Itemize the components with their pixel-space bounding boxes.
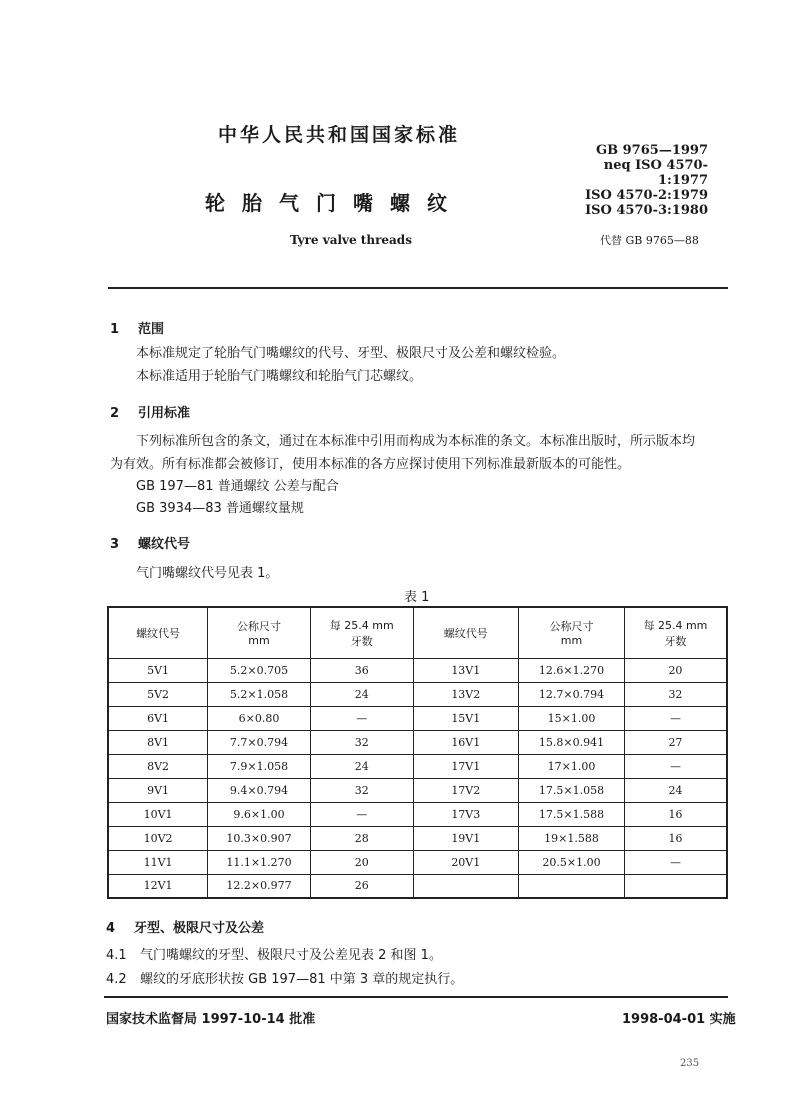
- table-cell: —: [624, 706, 727, 730]
- table-row: [108, 826, 727, 850]
- header-cell: 公称尺寸 mm: [208, 607, 311, 658]
- section-number: 4: [106, 921, 116, 936]
- standard-code: GB 9765—1997: [596, 143, 708, 158]
- section-4-heading: [106, 917, 264, 936]
- table-cell: 17V2: [413, 778, 519, 802]
- title-char: 螺: [390, 191, 410, 215]
- title-char: 纹: [427, 191, 447, 215]
- table-cell: 32: [310, 778, 413, 802]
- replaces-note: 代替 GB 9765—88: [600, 234, 699, 247]
- clause-item: [106, 970, 463, 990]
- section-3-intro: 气门嘴螺纹代号见表 1。: [136, 566, 279, 581]
- section-number: 2: [110, 406, 120, 421]
- english-title: Tyre valve threads: [290, 233, 412, 247]
- table-cell: 15×1.00: [519, 706, 625, 730]
- section-2-paragraph-line: 为有效。所有标准都会被修订，使用本标准的各方应探讨使用下列标准最新版本的可能性。: [110, 457, 631, 472]
- table-cell: [624, 874, 727, 898]
- clause-text: 气门嘴螺纹的牙型、极限尺寸及公差见表 2 和图 1。: [140, 948, 442, 963]
- table-cell: 15V1: [413, 706, 519, 730]
- clause-number: 4.2: [106, 972, 127, 987]
- table-row: [108, 802, 727, 826]
- table-row: [108, 850, 727, 874]
- title-char: 气: [279, 191, 299, 215]
- table-cell: —: [310, 802, 413, 826]
- table-cell: —: [310, 706, 413, 730]
- org-title: 中华人民共和国国家标准: [218, 124, 461, 146]
- table-cell: 10V2: [108, 826, 208, 850]
- section-number: 1: [110, 322, 120, 337]
- table-cell: 17.5×1.058: [519, 778, 625, 802]
- table-cell: 19V1: [413, 826, 519, 850]
- table-row: [108, 706, 727, 730]
- table-cell: 7.7×0.794: [208, 730, 311, 754]
- table-cell: 24: [624, 778, 727, 802]
- table-cell: 5V2: [108, 682, 208, 706]
- table-cell: 16: [624, 802, 727, 826]
- table-cell: 10V1: [108, 802, 208, 826]
- table-cell: 11.1×1.270: [208, 850, 311, 874]
- implementation-date: 1998-04-01 实施: [622, 1012, 736, 1027]
- section-1-heading: [110, 318, 164, 337]
- table-cell: 20.5×1.00: [519, 850, 625, 874]
- table-caption: 表 1: [404, 590, 430, 605]
- table-cell: 20: [310, 850, 413, 874]
- table-cell: [413, 874, 519, 898]
- table-cell: 16: [624, 826, 727, 850]
- section-2-paragraph-line: 下列标准所包含的条文，通过在本标准中引用而构成为本标准的条文。本标准出版时，所示版本均: [136, 434, 696, 449]
- table-cell: 24: [310, 682, 413, 706]
- table-cell: 13V1: [413, 658, 519, 682]
- table-cell: 12V1: [108, 874, 208, 898]
- standard-code: ISO 4570-3:1980: [585, 203, 708, 218]
- table-cell: —: [624, 754, 727, 778]
- section-title: 螺纹代号: [138, 537, 191, 552]
- header-cell: 每 25.4 mm 牙数: [624, 607, 727, 658]
- table-cell: 5.2×0.705: [208, 658, 311, 682]
- table-cell: 26: [310, 874, 413, 898]
- table-cell: 6V1: [108, 706, 208, 730]
- section-number: 3: [110, 537, 120, 552]
- standard-code: neq ISO 4570-1:1977: [603, 158, 708, 188]
- table-cell: 17.5×1.588: [519, 802, 625, 826]
- section-1-line: 本标准规定了轮胎气门嘴螺纹的代号、牙型、极限尺寸及公差和螺纹检验。: [136, 346, 566, 361]
- section-title: 范围: [138, 322, 165, 337]
- header-cell: 公称尺寸 mm: [519, 607, 625, 658]
- table-cell: —: [624, 850, 727, 874]
- table-cell: 9V1: [108, 778, 208, 802]
- table-cell: 28: [310, 826, 413, 850]
- table-cell: 8V1: [108, 730, 208, 754]
- table-cell: 24: [310, 754, 413, 778]
- table-row: [108, 754, 727, 778]
- section-3-heading: [110, 533, 190, 552]
- table-cell: 11V1: [108, 850, 208, 874]
- table-cell: 36: [310, 658, 413, 682]
- table-cell: 12.2×0.977: [208, 874, 311, 898]
- table-cell: [519, 874, 625, 898]
- table-cell: 32: [310, 730, 413, 754]
- section-title: 牙型、极限尺寸及公差: [134, 921, 265, 936]
- table-cell: 20V1: [413, 850, 519, 874]
- table-row: [108, 682, 727, 706]
- reference-item: GB 3934—83 普通螺纹量规: [136, 501, 304, 516]
- page-number: 235: [680, 1058, 700, 1069]
- thread-code-table: [107, 606, 728, 899]
- table-cell: 5.2×1.058: [208, 682, 311, 706]
- header-cell: 螺纹代号: [108, 607, 208, 658]
- header-cell: 每 25.4 mm 牙数: [310, 607, 413, 658]
- standard-codes: [560, 143, 708, 218]
- table-cell: 12.6×1.270: [519, 658, 625, 682]
- table-cell: 8V2: [108, 754, 208, 778]
- approval-note: 国家技术监督局 1997-10-14 批准: [106, 1012, 316, 1027]
- table-cell: 16V1: [413, 730, 519, 754]
- clause-number: 4.1: [106, 948, 127, 963]
- title-char: 门: [316, 191, 336, 215]
- table-cell: 12.7×0.794: [519, 682, 625, 706]
- header-rule: [108, 287, 728, 289]
- table-cell: 13V2: [413, 682, 519, 706]
- section-title: 引用标准: [138, 406, 191, 421]
- document-title: [205, 187, 464, 216]
- header-cell: 螺纹代号: [413, 607, 519, 658]
- table-cell: 9.6×1.00: [208, 802, 311, 826]
- table-cell: 17V3: [413, 802, 519, 826]
- table-cell: 32: [624, 682, 727, 706]
- title-char: 轮: [205, 191, 225, 215]
- table-cell: 7.9×1.058: [208, 754, 311, 778]
- table-cell: 17V1: [413, 754, 519, 778]
- standard-code: ISO 4570-2:1979: [585, 188, 708, 203]
- title-char: 嘴: [353, 191, 373, 215]
- section-1-line: 本标准适用于轮胎气门嘴螺纹和轮胎气门芯螺纹。: [136, 369, 423, 384]
- table-header-row: [108, 607, 727, 658]
- table-cell: 6×0.80: [208, 706, 311, 730]
- table-cell: 17×1.00: [519, 754, 625, 778]
- table-cell: 5V1: [108, 658, 208, 682]
- table-row: [108, 874, 727, 898]
- footer-rule: [104, 996, 728, 998]
- reference-item: GB 197—81 普通螺纹 公差与配合: [136, 479, 339, 494]
- table-cell: 20: [624, 658, 727, 682]
- table-cell: 27: [624, 730, 727, 754]
- table-row: [108, 730, 727, 754]
- table-cell: 15.8×0.941: [519, 730, 625, 754]
- clause-text: 螺纹的牙底形状按 GB 197—81 中第 3 章的规定执行。: [140, 972, 464, 987]
- table-row: [108, 778, 727, 802]
- title-char: 胎: [242, 191, 262, 215]
- table-cell: 10.3×0.907: [208, 826, 311, 850]
- table-row: [108, 658, 727, 682]
- table-cell: 19×1.588: [519, 826, 625, 850]
- table-cell: 9.4×0.794: [208, 778, 311, 802]
- section-2-heading: [110, 402, 190, 421]
- clause-item: [106, 946, 442, 966]
